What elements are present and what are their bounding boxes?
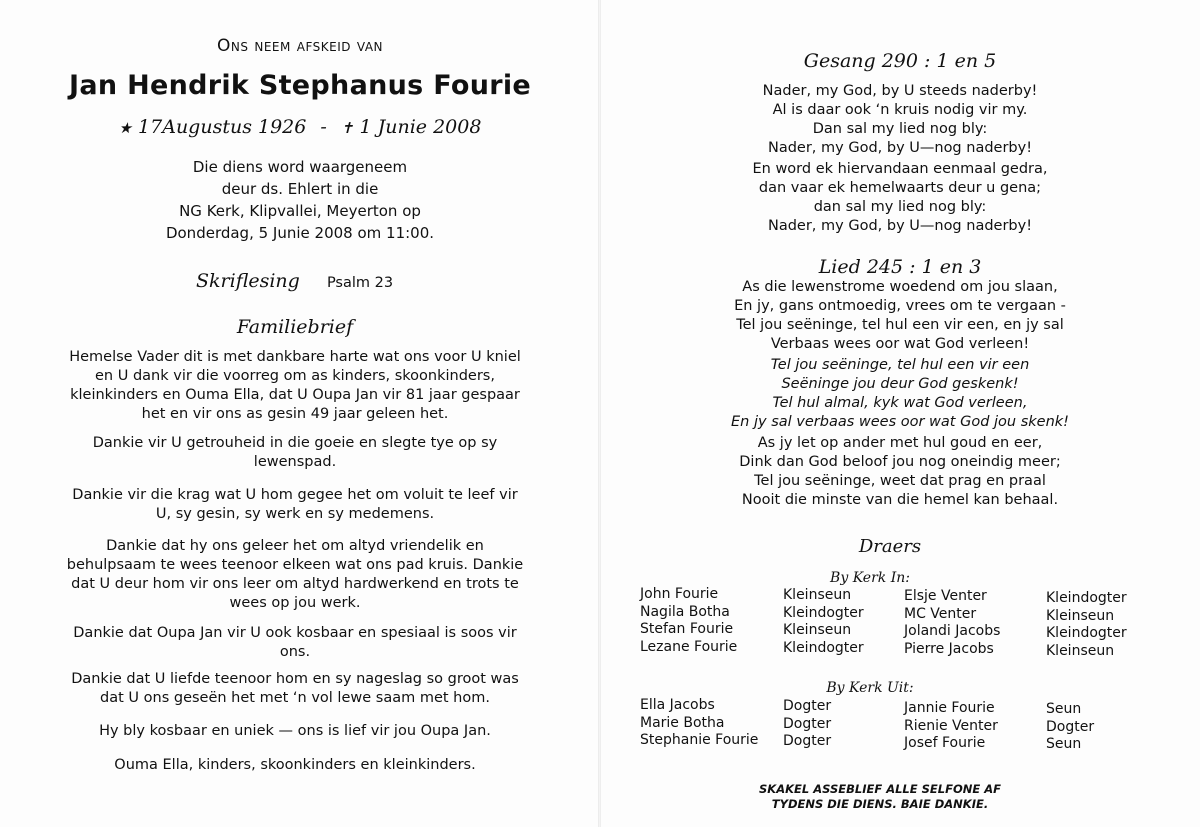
cross-icon: ✝	[340, 119, 354, 137]
letter-line: wees op jou werk.	[229, 595, 361, 611]
bearer-relation: Kleinseun	[783, 587, 852, 603]
bearers-out-names-a	[640, 697, 758, 750]
bearers-in-names-b	[904, 588, 1000, 658]
hymn-line: Tel jou seëninge, tel hul een vir een, en jy sal	[736, 317, 1064, 333]
bearer-relation: Kleindogter	[783, 604, 864, 621]
bearers-title: Draers	[858, 536, 922, 557]
bearer-relation: Seun	[1046, 736, 1082, 752]
letter-line: Hy bly kosbaar en uniek — ons is lief vir jou Oupa Jan.	[99, 723, 491, 739]
bearer-relation: Kleinseun	[1046, 607, 1115, 624]
bearer-name: Elsje Venter	[904, 588, 987, 604]
bearer-relation: Dogter	[1046, 718, 1095, 735]
hymn-1-title: Gesang 290 : 1 en 5	[803, 50, 997, 72]
notice-line: TYDENS DIE DIENS. BAIE DANKIE.	[771, 797, 989, 811]
hymn-line: As die lewenstrome woedend om jou slaan,	[742, 279, 1058, 295]
letter-line: Dankie dat hy ons geleer het om altyd vriendelik en	[106, 538, 484, 554]
hymn-2-verse-1	[700, 278, 1100, 354]
bearer-name: Josef Fourie	[904, 735, 986, 751]
bearers-in-names-a	[640, 586, 737, 656]
scripture-reading-text: Psalm 23	[326, 275, 394, 291]
bearer-relation: Dogter	[783, 715, 832, 732]
service-line: NG Kerk, Klipvallei, Meyerton op	[179, 202, 421, 220]
letter-line: lewenspad.	[253, 454, 337, 470]
letter-line: Dankie dat Oupa Jan vir U ook kosbaar en spesiaal is soos vir	[73, 625, 517, 641]
letter-line: ons.	[279, 644, 311, 660]
church-in-title: By Kerk In:	[830, 570, 910, 586]
letter-line: het en vir ons as gesin 49 jaar geleen het.	[141, 406, 449, 422]
hymn-line: En jy, gans ontmoedig, vrees om te vergaan -	[734, 298, 1066, 314]
hymn-line: As jy let op ander met hul goud en eer,	[757, 435, 1043, 451]
hymn-line: Seëninge jou deur God geskenk!	[781, 376, 1019, 392]
birth-date: 17Augustus 1926	[138, 116, 307, 138]
letter-line: U, sy gesin, sy werk en sy medemens.	[155, 506, 435, 522]
bearers-out-roles-a	[783, 698, 831, 751]
hymn-line: Al is daar ook ‘n kruis nodig vir my.	[772, 102, 1028, 118]
hymn-line: Verbaas wees oor wat God verleen!	[770, 336, 1030, 352]
service-line: deur ds. Ehlert in die	[221, 180, 379, 198]
bearer-name: Stefan Fourie	[640, 621, 734, 637]
service-line: Donderdag, 5 Junie 2008 om 11:00.	[165, 224, 435, 242]
hymn-2-chorus	[700, 356, 1100, 432]
hymn-line: Dan sal my lied nog bly:	[812, 121, 988, 137]
scripture-reading-title: Skriflesing	[196, 270, 300, 292]
bearers-in-roles-b	[1046, 590, 1127, 660]
service-line: Die diens word waargeneem	[192, 158, 408, 176]
hymn-line: Tel hul almal, kyk wat God verleen,	[772, 395, 1028, 411]
letter-line: Ouma Ella, kinders, skoonkinders en kleinkinders.	[114, 757, 476, 773]
letter-line: dat U ons geseën het met ‘n vol lewe saam met hom.	[100, 690, 490, 706]
bearers-out-roles-b	[1046, 701, 1094, 754]
bearer-name: Jolandi Jacobs	[904, 623, 1001, 639]
letter-line: Hemelse Vader dit is met dankbare harte wat ons voor U kniel	[69, 349, 521, 365]
bearer-name: Nagila Botha	[640, 603, 730, 620]
hymn-1-verse-1	[700, 82, 1100, 158]
bearer-relation: Kleindogter	[783, 639, 864, 656]
hymn-line: dan vaar ek hemelwaarts deur u gena;	[758, 180, 1042, 196]
farewell-heading: Ons neem afskeid van	[216, 36, 384, 56]
letter-line: Dankie vir die krag wat U hom gegee het om voluit te leef vir	[72, 487, 518, 503]
bearer-name: Stephanie Fourie	[640, 732, 759, 748]
hymn-line: Tel jou seëninge, tel hul een vir een	[770, 357, 1030, 373]
family-letter-title: Familiebrief	[236, 316, 354, 338]
hymn-line: En jy sal verbaas wees oor wat God jou skenk!	[731, 414, 1069, 430]
hymn-line: Tel jou seëninge, weet dat prag en praal	[754, 473, 1046, 489]
letter-line: behulpsaam te wees teenoor elkeen wat ons pad kruis. Dankie	[66, 557, 524, 573]
letter-line: en U dank vir die voorreg om as kinders, skoonkinders,	[95, 368, 495, 384]
hymn-line: dan sal my lied nog bly:	[813, 199, 987, 215]
letter-line: Dankie vir U getrouheid in die goeie en slegte tye op sy	[92, 435, 498, 451]
hymn-line: Nader, my God, by U steeds naderby!	[762, 83, 1038, 99]
hymn-1-verse-5	[700, 160, 1100, 236]
hymn-line: En word ek hiervandaan eenmaal gedra,	[752, 161, 1048, 177]
hymn-2-title: Lied 245 : 1 en 3	[818, 256, 982, 278]
bearers-in-roles-a	[783, 587, 864, 657]
hymn-line: Nooit die minste van die hemel kan behaal.	[741, 492, 1059, 508]
hymn-line: Nader, my God, by U—nog naderby!	[767, 140, 1033, 156]
hymn-line: Nader, my God, by U—nog naderby!	[767, 218, 1033, 234]
cellphone-notice	[700, 782, 1060, 812]
bearer-name: Pierre Jacobs	[904, 640, 994, 657]
bearer-relation: Dogter	[783, 733, 832, 749]
bearer-relation: Kleinseun	[1046, 642, 1115, 659]
bearer-name: Rienie Venter	[904, 717, 998, 734]
bearer-name: Marie Botha	[640, 714, 725, 731]
date-separator: -	[320, 116, 327, 138]
bearer-relation: Dogter	[783, 698, 832, 714]
bearers-out-names-b	[904, 700, 998, 753]
bearer-name: Jannie Fourie	[904, 700, 995, 716]
bearer-relation: Kleinseun	[783, 622, 852, 638]
bearer-name: Ella Jacobs	[640, 697, 715, 713]
star-icon: ★	[118, 119, 132, 137]
hymn-2-verse-3	[700, 434, 1100, 510]
bearer-relation: Seun	[1046, 701, 1082, 717]
bearer-name: Lezane Fourie	[640, 638, 738, 655]
letter-line: dat U deur hom vir ons leer om altyd hardwerkend en trots te	[71, 576, 519, 592]
letter-line: Dankie dat U liefde teenoor hom en sy nageslag so groot was	[71, 671, 519, 687]
notice-line: SKAKEL ASSEBLIEF ALLE SELFONE AF	[759, 782, 1001, 796]
death-date: 1 Junie 2008	[359, 116, 482, 138]
bearer-name: MC Venter	[904, 605, 977, 622]
bearer-relation: Kleindogter	[1046, 625, 1127, 641]
letter-line: kleinkinders en Ouma Ella, dat U Oupa Jan vir 81 jaar gespaar	[70, 387, 520, 403]
deceased-name: Jan Hendrik Stephanus Fourie	[68, 70, 532, 101]
bearer-name: John Fourie	[640, 586, 719, 602]
bearer-relation: Kleindogter	[1046, 590, 1127, 606]
hymn-line: Dink dan God beloof jou nog oneindig meer;	[739, 454, 1061, 470]
church-out-title: By Kerk Uit:	[826, 680, 914, 696]
